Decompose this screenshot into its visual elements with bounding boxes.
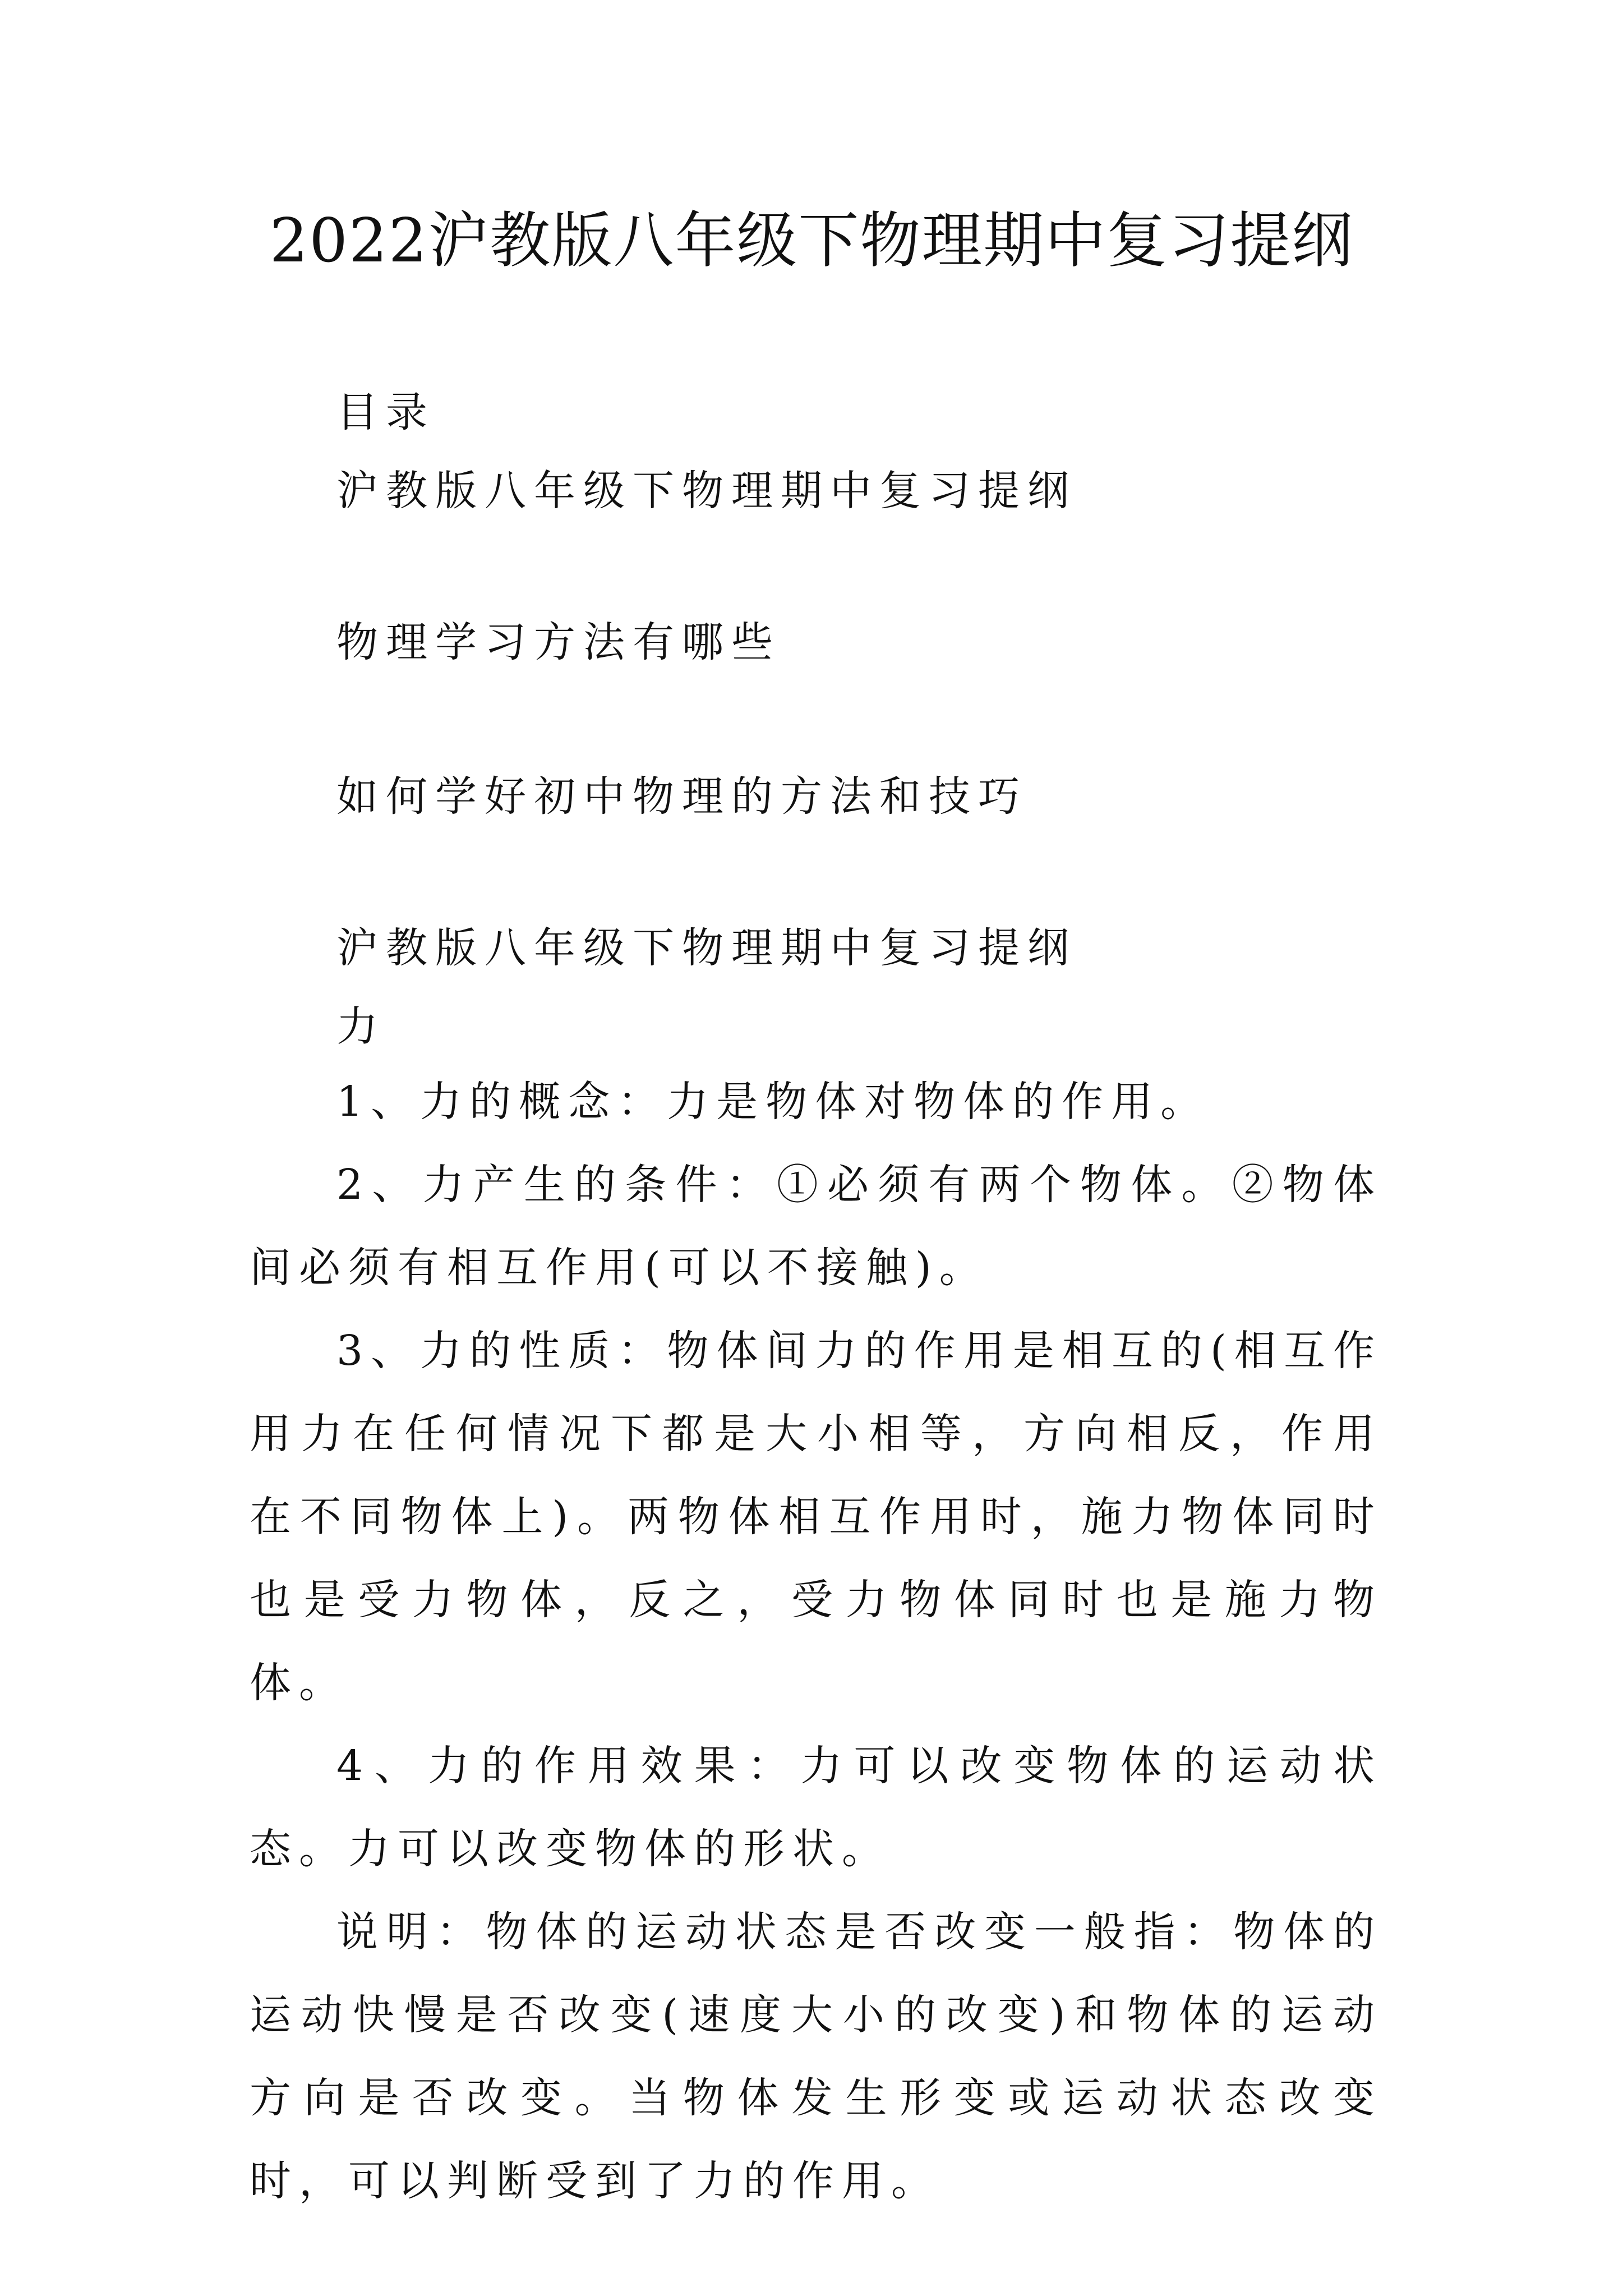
paragraph-4: 4、力的作用效果：力可以改变物体的运动状态。力可以改变物体的形状。 [250, 1742, 1382, 1873]
paragraph-3: 3、力的性质：物体间力的作用是相互的(相互作用力在任何情况下都是大小相等，方向相反，作用在不同物体上)。两物体相互作用时，施力物体同时也是受力物体，反之，受力物体同时也是施力物体。 [250, 1327, 1382, 1707]
section-title: 沪教版八年级下物理期中复习提纲 [336, 924, 1077, 972]
subsection-heading: 力 [336, 1002, 386, 1051]
toc-item-3: 如何学好初中物理的方法和技巧 [336, 772, 1027, 821]
body-text [250, 1060, 1382, 2223]
toc-item-2: 物理学习方法有哪些 [336, 618, 781, 666]
toc-heading: 目录 [336, 388, 435, 436]
paragraph-1: 1、力的概念：力是物体对物体的作用。 [336, 1078, 1210, 1126]
document-title: 2022沪教版八年级下物理期中复习提纲 [269, 206, 1354, 276]
toc-item-1: 沪教版八年级下物理期中复习提纲 [336, 467, 1077, 515]
paragraph-2: 2、力产生的条件：①必须有两个物体。②物体间必须有相互作用(可以不接触)。 [250, 1161, 1382, 1292]
paragraph-5: 说明：物体的运动状态是否改变一般指：物体的运动快慢是否改变(速度大小的改变)和物体的运动方向是否改变。当物体发生形变或运动状态改变时，可以判断受到了力的作用。 [250, 1908, 1382, 2205]
